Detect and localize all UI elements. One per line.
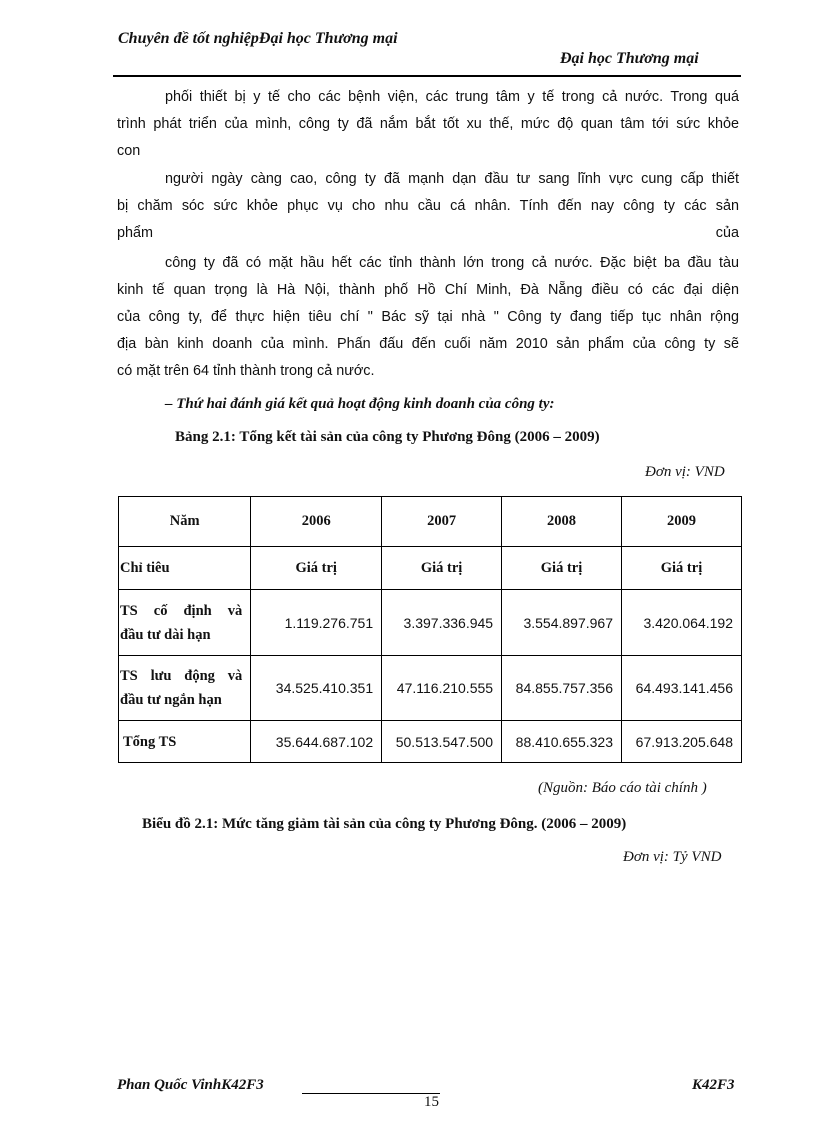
table-header-row <box>119 497 742 547</box>
value-header: Giá trị <box>502 547 622 590</box>
year-2007-header: 2007 <box>382 497 502 547</box>
table-cell: 88.410.655.323 <box>502 721 622 763</box>
table-row <box>119 721 742 763</box>
value-header: Giá trị <box>251 547 382 590</box>
paragraph-line: người ngày càng cao, công ty đã mạnh dạn đầu tư sang lĩnh vực cung cấp thiết <box>165 171 739 187</box>
table-unit: Đơn vị: VND <box>645 464 725 480</box>
chart-caption: Biểu đồ 2.1: Mức tăng giảm tài sản của công ty Phương Đông. (2006 – 2009) <box>142 816 627 832</box>
value-header: Giá trị <box>622 547 742 590</box>
table-cell: 67.913.205.648 <box>622 721 742 763</box>
paragraph-word: của <box>715 225 739 241</box>
footer-class-code: K42F3 <box>692 1077 735 1093</box>
header-right-title: Đại học Thương mại <box>560 50 699 67</box>
indicator-header-label: Chỉ tiêu <box>119 547 251 590</box>
year-2006-header: 2006 <box>251 497 382 547</box>
page-number: 15 <box>424 1094 439 1110</box>
table-cell: 3.397.336.945 <box>382 590 502 656</box>
table-cell: 64.493.141.456 <box>622 656 742 721</box>
row-label-line: TS lưu động và <box>120 668 243 684</box>
chart-unit: Đơn vị: Tỷ VND <box>623 849 722 865</box>
row-label <box>119 656 251 721</box>
table-cell: 47.116.210.555 <box>382 656 502 721</box>
table-cell: 3.554.897.967 <box>502 590 622 656</box>
table-source: (Nguồn: Báo cáo tài chính ) <box>538 780 707 796</box>
paragraph-3 <box>117 250 739 385</box>
table-row <box>119 656 742 721</box>
paragraph-word: phẩm <box>117 225 153 241</box>
table-cell: 35.644.687.102 <box>251 721 382 763</box>
paragraph-line: con <box>117 143 141 159</box>
paragraph-line: trình phát triển của mình, công ty đã nắm bắt tốt xu thế, mức độ quan tâm tới sức khỏe <box>117 116 739 132</box>
table-cell: 84.855.757.356 <box>502 656 622 721</box>
value-header: Giá trị <box>382 547 502 590</box>
row-label <box>119 721 251 763</box>
year-2009-header: 2009 <box>622 497 742 547</box>
asset-summary-table <box>118 496 742 763</box>
row-label-line: TS cố định và <box>120 602 243 619</box>
table-cell: 3.420.064.192 <box>622 590 742 656</box>
paragraph-line: bị chăm sóc sức khỏe phục vụ cho nhu cầu cá nhân. Tính đến nay công ty các sản <box>117 198 739 214</box>
table-row <box>119 590 742 656</box>
header-left-title: Chuyên đề tốt nghiệpĐại học Thương mại <box>118 30 398 47</box>
footer-author: Phan Quốc VinhK42F3 <box>117 1077 264 1093</box>
table-subheader-row <box>119 547 742 590</box>
paragraph-line: kinh tế quan trọng là Hà Nội, thành phố Hồ Chí Minh, Đà Nẵng điều có các đại diện <box>117 282 739 298</box>
paragraph-line: phối thiết bị y tế cho các bệnh viện, các trung tâm y tế trong cả nước. Trong quá <box>165 89 739 105</box>
year-2008-header: 2008 <box>502 497 622 547</box>
paragraph-2 <box>117 166 739 247</box>
paragraph-line <box>117 220 739 247</box>
row-label <box>119 590 251 656</box>
paragraph-1 <box>117 84 739 165</box>
table-cell: 1.119.276.751 <box>251 590 382 656</box>
paragraph-line: của công ty, để thực hiện tiêu chí " Bác sỹ tại nhà " Công ty đang tiếp tục nhân rộng <box>117 309 739 325</box>
row-label-line: đầu tư ngắn hạn <box>120 692 222 708</box>
table-cell: 50.513.547.500 <box>382 721 502 763</box>
table-cell: 34.525.410.351 <box>251 656 382 721</box>
year-header-label: Năm <box>119 497 251 547</box>
paragraph-line: công ty đã có mặt hầu hết các tỉnh thành lớn trong cả nước. Đặc biệt ba đầu tàu <box>165 255 739 271</box>
row-label-line: đầu tư dài hạn <box>120 626 211 643</box>
footer-divider <box>302 1093 440 1094</box>
row-label-line: Tổng TS <box>123 733 177 750</box>
table-caption: Bảng 2.1: Tổng kết tài sản của công ty Phương Đông (2006 – 2009) <box>175 429 600 445</box>
section-heading: – Thứ hai đánh giá kết quả hoạt động kinh doanh của công ty: <box>165 396 555 412</box>
paragraph-line: có mặt trên 64 tỉnh thành trong cả nước. <box>117 363 375 379</box>
paragraph-line: địa bàn kinh doanh của mình. Phấn đấu đến cuối năm 2010 sản phẩm của công ty sẽ <box>117 336 739 352</box>
header-divider <box>113 75 741 77</box>
